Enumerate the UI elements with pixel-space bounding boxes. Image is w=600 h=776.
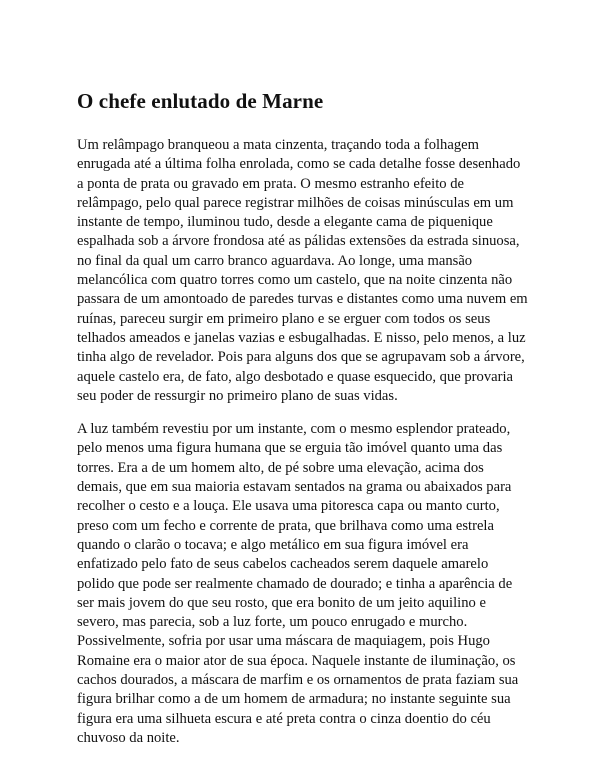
document-page xyxy=(77,88,529,762)
paragraph-1: Um relâmpago branqueou a mata cinzenta, traçando toda a folhagem enrugada até a última folha enrolada, como se cada detalhe fosse desenhado a ponta de prata ou gravado em prata. O mesmo estranho efeito de relâmpago, pelo qual parece registrar milhões de coisas minúsculas em um instante de tempo, iluminou tudo, desde a elegante cama de piquenique espalhada sob a árvore frondosa até as pálidas extensões da estrada sinuosa, no final da qual um carro branco aguardava. Ao longe, uma mansão melancólica com quatro torres como um castelo, que na noite cinzenta não passara de um amontoado de paredes turvas e distantes como uma nuvem em ruínas, pareceu surgir em primeiro plano e se erguer com todos os seus telhados ameados e janelas vazias e esbugalhadas. E nisso, pelo menos, a luz tinha algo de revelador. Pois para alguns dos que se agrupavam sob a árvore, aquele castelo era, de fato, algo desbotado e quase esquecido, que provaria seu poder de ressurgir no primeiro plano de suas vidas. xyxy=(77,137,528,404)
document-title: O chefe enlutado de Marne xyxy=(77,89,324,113)
paragraph-2: A luz também revestiu por um instante, com o mesmo esplendor prateado, pelo menos uma figura humana que se erguia tão imóvel quanto uma das torres. Era a de um homem alto, de pé sobre uma elevação, acima dos demais, que em sua maioria estavam sentados na grama ou abaixados para recolher o cesto e a louça. Ele usava uma pitoresca capa ou manto curto, preso com um fecho e corrente de prata, que brilhava como uma estrela quando o clarão o tocava; e algo metálico em sua figura imóvel era enfatizado pelo fato de seus cabelos cacheados serem daquele amarelo polido que pode ser realmente chamado de dourado; e tinha a aparência de ser mais jovem do que seu rosto, que era bonito de um jeito aquilino e severo, mas parecia, sob a luz forte, um pouco enrugado e murcho. Possivelmente, sofria por usar uma máscara de maquiagem, pois Hugo Romaine era o maior ator de sua época. Naquele instante de iluminação, os cachos dourados, a máscara de marfim e os ornamentos de prata faziam sua figura brilhar como a de um homem de armadura; no instante seguinte sua figura era uma silhueta escura e até preta contra o cinza doentio do céu chuvoso da noite. xyxy=(77,421,519,746)
